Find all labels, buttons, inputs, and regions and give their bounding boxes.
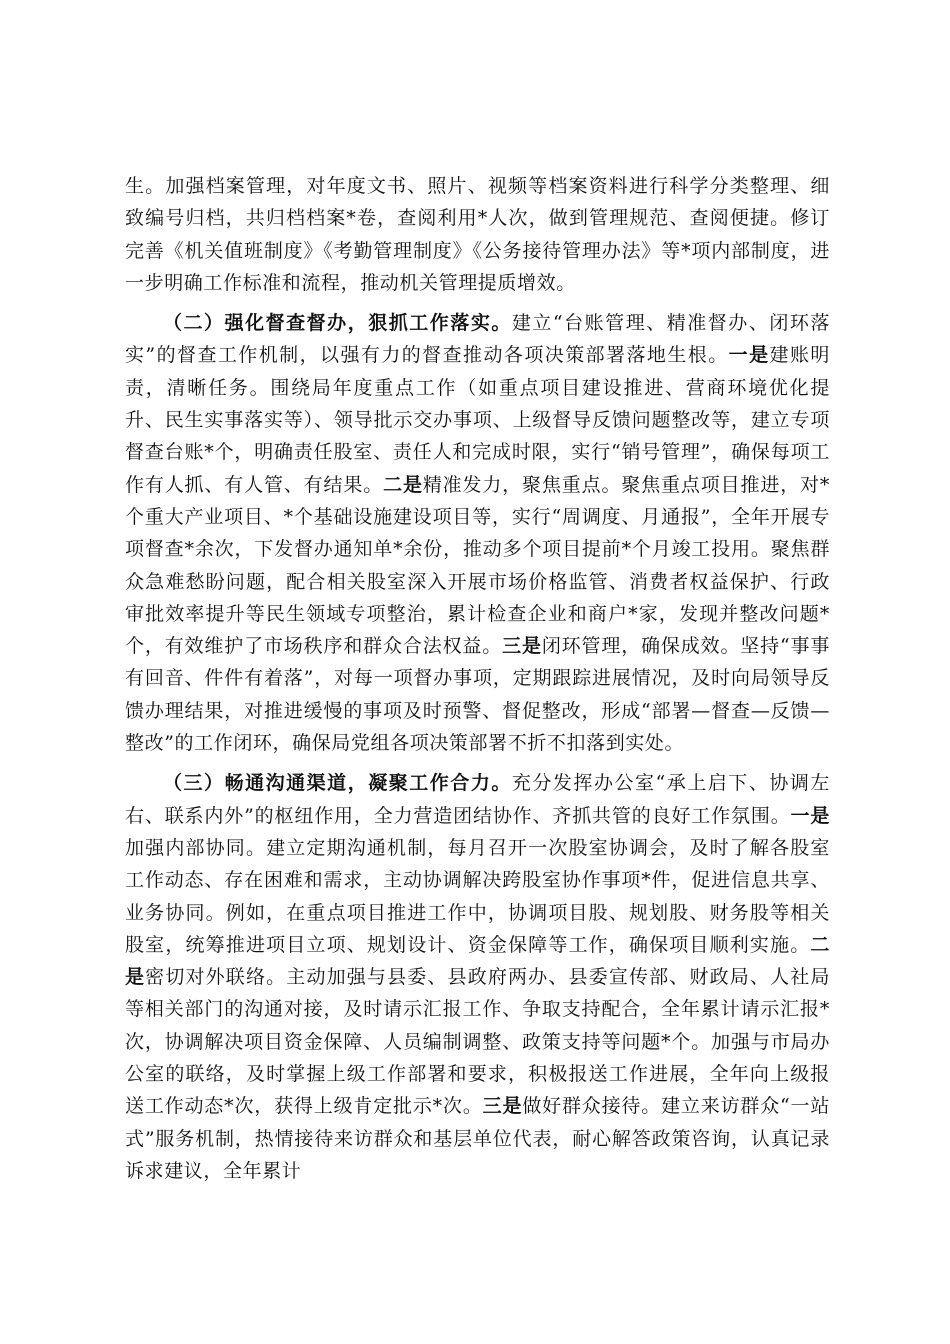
text-run: 闭环管理，确保成效。坚持“事事有回音、件件有着落”，对每一项督办事项，定期跟踪进展情况，及时向局领导反馈办理结果，对推进缓慢的事项及时预警、督促整改，形成“部署—督查—反馈—整改”的工作闭环，确保局党组各项决策部署不折不扣落到实处。 (125, 635, 830, 755)
paragraph-archives (125, 170, 830, 299)
section-heading-two: （二）强化督查督办，狠抓工作落实。 (163, 312, 512, 335)
point-marker-three: 三是 (482, 1095, 523, 1118)
paragraph-communication (125, 767, 830, 1187)
paragraph-supervision (125, 307, 830, 759)
text-run: 建账明责，清晰任务。围绕局年度重点工作（如重点项目建设推进、营商环境优化提升、民生实事落实等）、领导批示交办事项、上级督导反馈问题整改等，建立专项督查台账*个，明确责任股室、责任人和完成时限，实行“销号管理”，确保每项工作有人抓、有人管、有结果。 (125, 344, 830, 496)
section-heading-three: （三）畅通沟通渠道，凝聚工作合力。 (163, 772, 512, 795)
text-run: 充分发挥办公室“承上启下、协调左右、联系内外”的枢纽作用，全力营造团结协作、齐抓共管的良好工作氛围。 (125, 772, 830, 827)
text-run: 建立“台账管理、精准督办、闭环落实”的督查工作机制，以强有力的督查推动各项决策部署落地生根。 (125, 312, 830, 367)
point-marker-one: 一是 (790, 804, 830, 827)
point-marker-two: 二是 (383, 473, 423, 496)
point-marker-two: 二是 (125, 933, 830, 989)
document-body (125, 170, 830, 1195)
text-run: 做好群众接待。建立来访群众“一站式”服务机制，热情接待来访群众和基层单位代表，耐心解答政策咨询，认真记录诉求建议，全年累计 (125, 1095, 830, 1182)
text-run: 加强内部协同。建立定期沟通机制，每月召开一次股室协调会，及时了解各股室工作动态、存在困难和需求，主动协调解决跨股室协作事项*件，促进信息共享、业务协同。例如，在重点项目推进工作中，协调项目股、规划股、财务股等相关股室，统筹推进项目立项、规划设计、资金保障等工作，确保项目顺利实施。 (125, 836, 830, 956)
text-run: 精准发力，聚焦重点。聚焦重点项目推进，对*个重大产业项目、*个基础设施建设项目等，实行“周调度、月通报”，全年开展专项督查*余次，下发督办通知单*余份，推动多个项目提前*个月竣工投用。聚焦群众急难愁盼问题，配合相关股室深入开展市场价格监管、消费者权益保护、行政审批效率提升等民生领域专项整治，累计检查企业和商户*家，发现并整改问题*个，有效维护了市场秩序和群众合法权益。 (125, 473, 831, 658)
text-run: 生。加强档案管理，对年度文书、照片、视频等档案资料进行科学分类整理、细致编号归档，共归档档案*卷，查阅利用*人次，做到管理规范、查阅便捷。修订完善《机关值班制度》《考勤管理制度》《公务接待管理办法》等*项内部制度，进一步明确工作标准和流程，推动机关管理提质增效。 (125, 175, 830, 294)
point-marker-one: 一是 (728, 344, 770, 367)
text-run: 密切对外联络。主动加强与县委、县政府两办、县委宣传部、财政局、人社局等相关部门的沟通对接，及时请示汇报工作、争取支持配合，全年累计请示汇报*次，协调解决项目资金保障、人员编制调整、政策支持等问题*个。加强与市局办公室的联络，及时掌握上级工作部署和要求，积极报送工作进展，全年向上级报送工作动态*次，获得上级肯定批示*次。 (125, 966, 830, 1118)
point-marker-three: 三是 (502, 635, 542, 658)
